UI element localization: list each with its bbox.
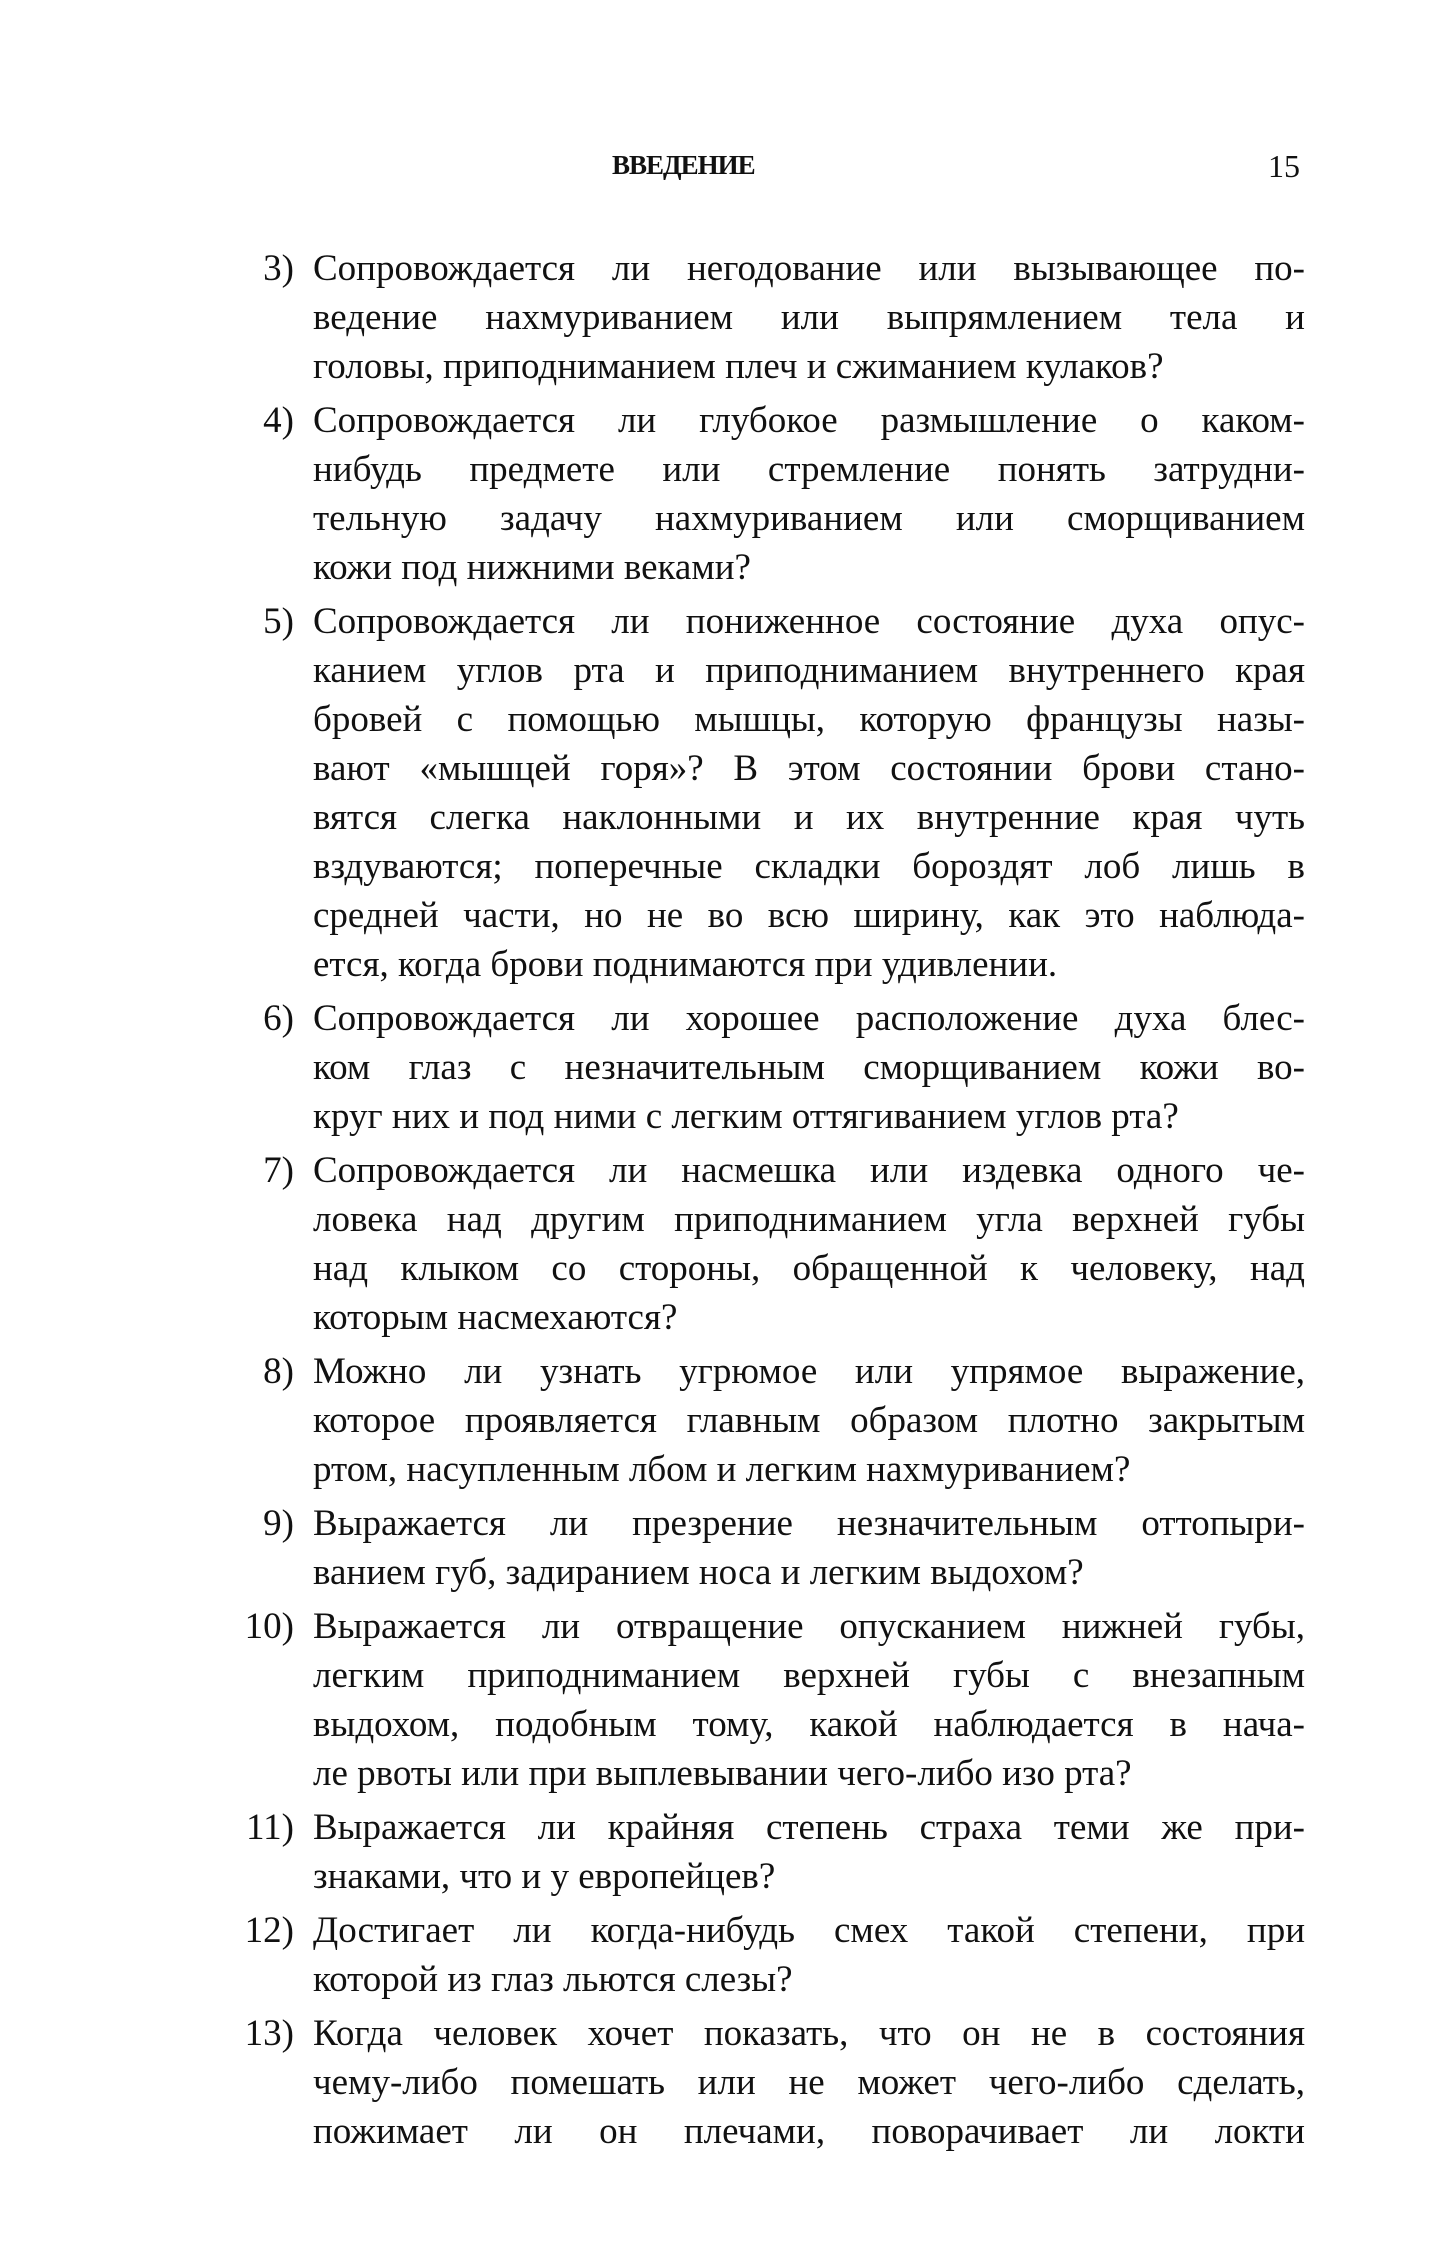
- text-line: которым насмехаются?: [313, 1297, 678, 1338]
- question-number: 7): [263, 1150, 294, 1191]
- question-number: 8): [263, 1351, 294, 1392]
- text-line: чему-либо помешать или не может чего-либо сделать,: [313, 2062, 1305, 2103]
- question-number: 6): [263, 998, 294, 1039]
- question-number: 12): [244, 1910, 294, 1951]
- text-line: которое проявляется главным образом плотно закрытым: [313, 1400, 1305, 1441]
- question-number: 13): [244, 2013, 294, 2054]
- question-text: [313, 597, 1305, 989]
- running-header: [0, 150, 1438, 190]
- text-line: Сопровождается ли насмешка или издевка одного че-: [313, 1150, 1305, 1191]
- text-line: Выражается ли презрение незначительным оттопыри-: [313, 1503, 1305, 1544]
- text-line: ком глаз с незначительным сморщиванием кожи во-: [313, 1047, 1305, 1088]
- text-line: ведение нахмуриванием или выпрямлением тела и: [313, 297, 1305, 338]
- text-line: Выражается ли крайняя степень страха теми же при-: [313, 1807, 1305, 1848]
- question-number: 3): [263, 248, 294, 289]
- text-line: бровей с помощью мышцы, которую французы назы-: [313, 699, 1305, 740]
- text-line: ле рвоты или при выплевывании чего-либо изо рта?: [313, 1753, 1132, 1794]
- text-line: Сопровождается ли хорошее расположение духа блес-: [313, 998, 1305, 1039]
- question-text: [313, 1499, 1305, 1597]
- section-title: ВВЕДЕНИЕ: [612, 150, 755, 180]
- text-line: знаками, что и у европейцев?: [313, 1856, 776, 1897]
- question-item: [0, 2009, 1438, 2156]
- question-item: [0, 1803, 1438, 1901]
- question-number: 4): [263, 400, 294, 441]
- question-text: [313, 1347, 1305, 1494]
- question-text: [313, 1906, 1305, 2004]
- text-line: нибудь предмете или стремление понять затрудни-: [313, 449, 1305, 490]
- text-line: ванием губ, задиранием носа и легким выдохом?: [313, 1552, 1084, 1593]
- text-line: пожимает ли он плечами, поворачивает ли локти: [313, 2111, 1305, 2152]
- text-line: Выражается ли отвращение опусканием нижней губы,: [313, 1606, 1305, 1647]
- question-text: [313, 396, 1305, 592]
- text-line: выдохом, подобным тому, какой наблюдается в нача-: [313, 1704, 1305, 1745]
- text-line: Сопровождается ли глубокое размышление о каком-: [313, 400, 1305, 441]
- text-line: вятся слегка наклонными и их внутренние края чуть: [313, 797, 1305, 838]
- question-list: [0, 244, 1438, 2161]
- text-line: легким приподниманием верхней губы с внезапным: [313, 1655, 1305, 1696]
- text-line: канием углов рта и приподниманием внутреннего края: [313, 650, 1305, 691]
- text-line: тельную задачу нахмуриванием или сморщиванием: [313, 498, 1305, 539]
- text-line: круг них и под ними с легким оттягиванием углов рта?: [313, 1096, 1179, 1137]
- text-line: головы, приподниманием плеч и сжиманием кулаков?: [313, 346, 1164, 387]
- question-text: [313, 244, 1305, 391]
- text-line: ловека над другим приподниманием угла верхней губы: [313, 1199, 1305, 1240]
- text-line: вают «мышцей горя»? В этом состоянии брови стано-: [313, 748, 1305, 789]
- text-line: Можно ли узнать угрюмое или упрямое выражение,: [313, 1351, 1305, 1392]
- question-item: [0, 1146, 1438, 1342]
- text-line: над клыком со стороны, обращенной к человеку, над: [313, 1248, 1305, 1289]
- text-line: Достигает ли когда-нибудь смех такой степени, при: [313, 1910, 1305, 1951]
- question-item: [0, 597, 1438, 989]
- question-item: [0, 994, 1438, 1141]
- question-item: [0, 1347, 1438, 1494]
- text-line: средней части, но не во всю ширину, как это наблюда-: [313, 895, 1305, 936]
- text-line: ртом, насупленным лбом и легким нахмуриванием?: [313, 1449, 1131, 1490]
- question-number: 5): [263, 601, 294, 642]
- text-line: которой из глаз льются слезы?: [313, 1959, 793, 2000]
- text-line: Сопровождается ли пониженное состояние духа опус-: [313, 601, 1305, 642]
- text-line: вздуваются; поперечные складки бороздят лоб лишь в: [313, 846, 1305, 887]
- text-line: кожи под нижними веками?: [313, 547, 751, 588]
- question-number: 10): [244, 1606, 294, 1647]
- page-number: 15: [1268, 148, 1300, 184]
- question-item: [0, 1602, 1438, 1798]
- question-number: 9): [263, 1503, 294, 1544]
- question-number: 11): [246, 1807, 294, 1848]
- text-line: Сопровождается ли негодование или вызывающее по-: [313, 248, 1305, 289]
- question-item: [0, 1906, 1438, 2004]
- question-text: [313, 1803, 1305, 1901]
- question-text: [313, 1146, 1305, 1342]
- question-text: [313, 994, 1305, 1141]
- question-item: [0, 1499, 1438, 1597]
- question-item: [0, 244, 1438, 391]
- question-text: [313, 2009, 1305, 2156]
- text-line: ется, когда брови поднимаются при удивлении.: [313, 944, 1058, 985]
- text-line: Когда человек хочет показать, что он не в состояния: [313, 2013, 1305, 2054]
- question-text: [313, 1602, 1305, 1798]
- question-item: [0, 396, 1438, 592]
